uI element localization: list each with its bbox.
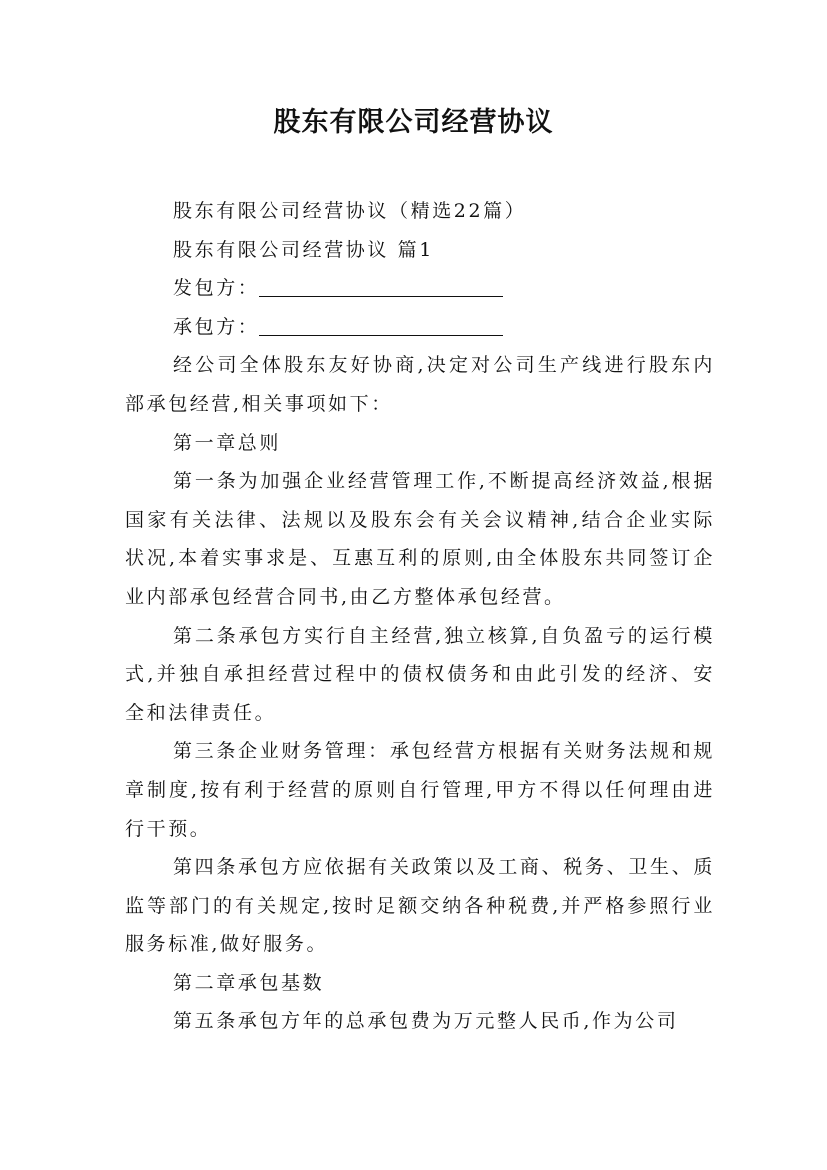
party-a-line: [125, 269, 715, 308]
document-body: [125, 192, 715, 1041]
party-b-blank: [259, 309, 503, 336]
party-b-line: [125, 308, 715, 347]
article-4: 第四条承包方应依据有关政策以及工商、税务、卫生、质监等部门的有关规定,按时足额交纳各种税费,并严格参照行业服务标准,做好服务。: [125, 856, 715, 956]
party-a-blank: [259, 270, 503, 297]
article-3: 第三条企业财务管理：承包经营方根据有关财务法规和规章制度,按有利于经营的原则自行管理,甲方不得以任何理由进行干预。: [125, 740, 715, 840]
party-b-label: 承包方：: [173, 315, 260, 338]
paragraph-intro: 经公司全体股东友好协商,决定对公司生产线进行股东内部承包经营,相关事项如下：: [125, 354, 715, 415]
section-heading: 股东有限公司经营协议 篇1: [173, 238, 434, 261]
party-a-label: 发包方：: [173, 277, 260, 300]
article-2: 第二条承包方实行自主经营,独立核算,自负盈亏的运行模式,并独自承担经营过程中的债权债务和由此引发的经济、安全和法律责任。: [125, 624, 715, 724]
document-title: 股东有限公司经营协议: [273, 107, 554, 138]
article-5: 第五条承包方年的总承包费为万元整人民币,作为公司: [173, 1010, 679, 1033]
document-subtitle: 股东有限公司经营协议（精选22篇）: [173, 200, 527, 222]
chapter-heading-1: 第一章总则: [173, 431, 282, 454]
chapter-heading-2: 第二章承包基数: [173, 971, 325, 994]
article-1: 第一条为加强企业经营管理工作,不断提高经济效益,根据国家有关法律、法规以及股东会有关会议精神,结合企业实际状况,本着实事求是、互惠互利的原则,由全体股东共同签订企业内部承包经营合同书,由乙方整体承包经营。: [125, 470, 715, 608]
